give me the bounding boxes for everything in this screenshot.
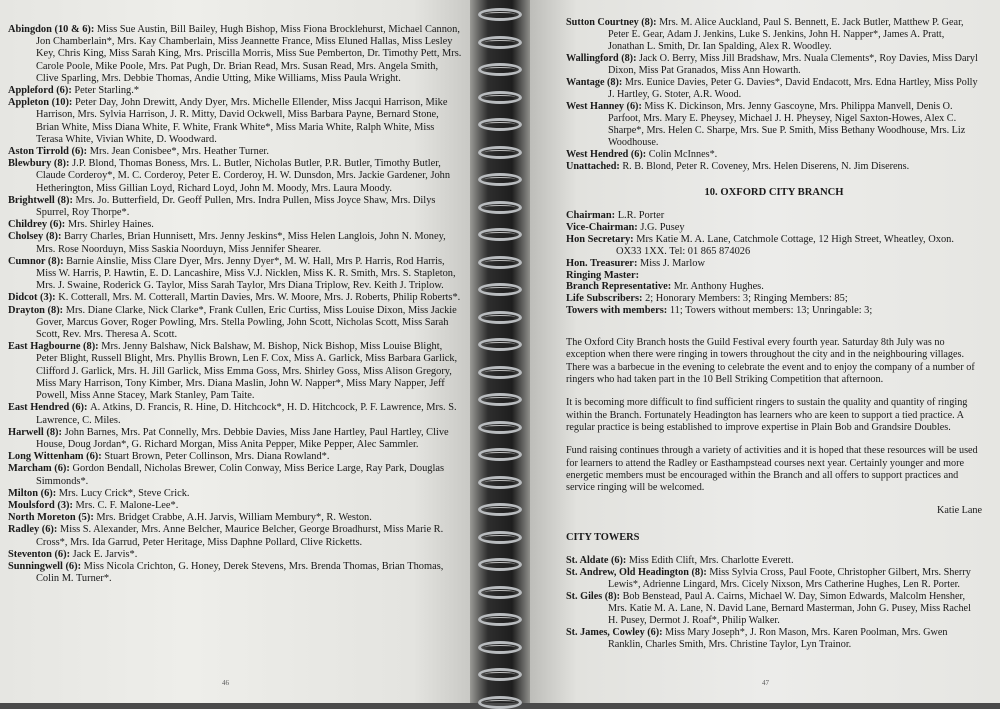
tower-entry: Radley (6): Miss S. Alexander, Mrs. Anne Belcher, Maurice Belcher, George Broadhurst, Miss Marie R. Cross*, Mrs. Ida Garrud, Peter Heritage, Miss Daphne Pollard, Clive Ricketts. <box>8 524 444 548</box>
tower-entry: Appleford (6): Peter Starling.* <box>8 85 140 97</box>
towers-line: Towers with members: 11; Towers without members: 13; Unringable: 3; <box>566 305 873 317</box>
signature: Katie Lane <box>937 505 982 517</box>
tower-entry: Brightwell (8): Mrs. Jo. Butterfield, Dr. Geoff Pullen, Mrs. Indra Pullen, Miss Joyce Shaw, Mrs. Dilys Spurrel, Roy Thorpe*. <box>8 194 436 219</box>
tower-entry: Unattached: R. B. Blond, Peter R. Coveney, Mrs. Helen Diserens, N. Jim Diserens. <box>566 161 910 172</box>
tower-entry: St. Giles (8): Bob Benstead, Paul A. Cairns, Michael W. Day, Simon Edwards, Malcolm Hensher, Mrs. Katie M. A. Lane, N. David Lane, Bernard Masterman, John G. Pusey, Miss Rachel H. Pusey, Dermot J. Roaf*, Philip Walker. <box>566 591 971 627</box>
left-page <box>0 0 470 703</box>
city-towers-heading: CITY TOWERS <box>566 532 640 544</box>
branch-rep-line: Branch Representative: Mr. Anthony Hughes. <box>566 281 764 293</box>
tower-members: Miss Mary Joseph*, J. Ron Mason, Mrs. Karen Poolman, Mrs. Gwen Ranklin, Charles Smith, Mrs. Christine Taylor, Lyn Trainor. <box>608 627 948 651</box>
binding-ring <box>478 503 522 516</box>
tower-members: Jack O. Berry, Miss Jill Bradshaw, Mrs. Nuala Clements*, Roy Davies, Miss Daryl Dixon, Miss Pat Granados, Miss Ann Howarth. <box>608 53 978 76</box>
binding-ring <box>478 8 522 21</box>
tower-entry: West Hanney (6): Miss K. Dickinson, Mrs. Jenny Gascoyne, Mrs. Philippa Manvell, Denis O. Parfoot, Mrs. Mary E. Pheysey, Michael J. H. Pheysey, Nigel Saxton-Howes, Alex C. Sharpe*, Mrs. Helen C. Sharpe, Mrs. Sue P. Smith, Miss Bethany Woodhouse, Mrs. Liz Woodhouse. <box>566 101 966 148</box>
tower-entry: Blewbury (8): J.P. Blond, Thomas Boness, Mrs. L. Butler, Nicholas Butler, P.R. Butler, Timothy Butler, Claude Corderoy*, M. C. Corderoy, Peter E. Corderoy, H. W. Dunsdon, Mrs. Jackie Gardener, John Hetherington, Miss Gillian Loyd, Richard Loyd, John M. Moody, Mrs. Laura Moody. <box>8 158 451 194</box>
tower-members: Mrs. M. Alice Auckland, Paul S. Bennett, E. Jack Butler, Matthew P. Gear, Peter E. Gear, Adam J. Jenkins, Luke S. Jenkins, John H. Napper*, James A. Pratt, Jonathan L. Smith, Dr. Ian Spalding, Alex R. Woodley. <box>608 17 964 52</box>
tower-name: Appleford (6) <box>8 85 69 97</box>
left-tower-list <box>8 24 462 585</box>
tower-entry: Childrey (6): Mrs. Shirley Haines. <box>8 219 154 231</box>
tower-name: Sutton Courtney (8) <box>566 17 654 28</box>
tower-entry: East Hagbourne (8): Mrs. Jenny Balshaw, Nick Balshaw, M. Bishop, Nick Bishop, Miss Louise Blight, Peter Blight, Russell Blight, Mrs. Phyllis Brown, Len F. Cox, Miss A. Garlick, Miss Barbara Garlick, Clifford J. Garlick, Mrs. H. Jill Garlick, Miss Emma Goss, Mrs. Shirley Goss, Miss Alison Gregory, Miss Mary Harrison, Tony Kimber, Mrs. Diana Maslin, John W. Napper*, Miss Mary Napper, Jeff Powell, Miss Anne Stacey, Mark Stanley, Pam Taite. <box>8 341 458 402</box>
tower-name: Aston Tirrold (6) <box>8 146 84 158</box>
binding-ring <box>478 256 522 269</box>
tower-name: St. Aldate (6) <box>566 555 623 567</box>
paragraph-ringers: It is becoming more difficult to find sufficient ringers to sustain the quality and quantity of ringing within the Branch. Fortunately Headington has learners who are keen to support a tied practice. A regular practice is being established to improve expertise in Plain Bob and Grandsire Doubles. <box>566 397 968 433</box>
binding-ring <box>478 228 522 241</box>
tower-name: Wantage (8) <box>566 77 619 88</box>
binding-ring <box>478 613 522 626</box>
binding-ring <box>478 283 522 296</box>
tower-name: Blewbury (8) <box>8 158 67 170</box>
tower-members: Peter Day, John Drewitt, Andy Dyer, Mrs. Michelle Ellender, Miss Jacqui Harrison, Mike Harrison, Mrs. Sylvia Harrison, J. R. Mitty, David Ockwell, Miss Barbara Payne, Bernard Stone, Brian White, Miss Diana White, F. White, Frank White*, Miss Maria White, Ralph White, Miss Terasa White, Vivian White, D. Woodward. <box>36 97 448 145</box>
tower-name: Milton (6) <box>8 487 53 499</box>
tower-name: West Hendred (6) <box>566 149 643 160</box>
tower-entry: Didcot (3): K. Cotterall, Mrs. M. Cotterall, Martin Davies, Mrs. W. Moore, Mrs. J. Roberts, Philip Roberts*. <box>8 292 461 304</box>
tower-entry: St. Andrew, Old Headington (8): Miss Sylvia Cross, Paul Foote, Christopher Gilbert, Mrs. Sherry Lewis*, Adrienne Lingard, Mrs. Cicely Nixson, Mrs Catherine Hughes, Len R. Porter. <box>566 567 971 591</box>
tower-entry: Steventon (6): Jack E. Jarvis*. <box>8 548 138 560</box>
binding-ring <box>478 586 522 599</box>
tower-entry: St. James, Cowley (6): Miss Mary Joseph*, J. Ron Mason, Mrs. Karen Poolman, Mrs. Gwen Ranklin, Charles Smith, Mrs. Christine Taylor, Lyn Trainor. <box>566 627 948 651</box>
vice-chairman-line: Vice-Chairman: J.G. Pusey <box>566 221 685 233</box>
tower-members: Peter Starling.* <box>74 85 140 97</box>
tower-entry: Milton (6): Mrs. Lucy Crick*, Steve Crick. <box>8 487 190 499</box>
city-tower-list <box>566 555 982 651</box>
page-number-right: 47 <box>762 679 769 687</box>
tower-members: Mrs. Bridget Crabbe, A.H. Jarvis, William Membury*, R. Weston. <box>96 512 372 524</box>
tower-members: Miss Nicola Crichton, G. Honey, Derek Stevens, Mrs. Brenda Thomas, Brian Thomas, Colin M. Turner*. <box>36 560 444 585</box>
tower-members: Mrs. Jenny Balshaw, Nick Balshaw, M. Bishop, Nick Bishop, Miss Louise Blight, Peter Blight, Russell Blight, Mrs. Phyllis Brown, Len F. Cox, Miss A. Garlick, Miss Barbara Garlick, Clifford J. Garlick, Mrs. H. Jill Garlick, Miss Emma Goss, Mrs. Shirley Goss, Miss Alison Gregory, Miss Mary Harrison, Tony Kimber, Mrs. Diana Maslin, John W. Napper*, Miss Mary Napper, Jeff Powell, Miss Anne Stacey, Mark Stanley, Pam Taite. <box>36 341 458 402</box>
tower-members: Barry Charles, Brian Hunnisett, Mrs. Jenny Jeskins*, Miss Helen Langlois, John N. Money, Mrs. Rose Noorduyn, Miss Saskia Noorduyn, Miss Jennifer Shearer. <box>36 231 446 255</box>
page-number-left: 46 <box>222 679 229 687</box>
tower-name: Drayton (8) <box>8 304 60 316</box>
section-title: 10. OXFORD CITY BRANCH <box>704 187 844 198</box>
binding-ring <box>478 476 522 489</box>
tower-entry: Sutton Courtney (8): Mrs. M. Alice Auckland, Paul S. Bennett, E. Jack Butler, Matthew P. Gear, Peter E. Gear, Adam J. Jenkins, Luke S. Jenkins, John H. Napper*, James A. Pratt, Jonathan L. Smith, Dr. Ian Spalding, Alex R. Woodley. <box>566 17 964 52</box>
tower-entry: Long Wittenham (6): Stuart Brown, Peter Collinson, Mrs. Diana Rowland*. <box>8 451 330 463</box>
tower-members: A. Atkins, D. Francis, R. Hine, D. Hitchcock*, H. D. Hitchcock, P. F. Lawrence, Mrs. S. Lawrence, C. Miles. <box>36 402 457 426</box>
tower-name: Unattached <box>566 161 617 172</box>
tower-members: Mrs. Jean Conisbee*, Mrs. Heather Turner. <box>89 146 269 158</box>
right-page <box>530 0 1000 703</box>
binding-ring <box>478 338 522 351</box>
tower-entry: St. Aldate (6): Miss Edith Clift, Mrs. Charlotte Everett. <box>566 555 794 567</box>
tower-name: Long Wittenham (6) <box>8 451 99 463</box>
binding-ring <box>478 311 522 324</box>
hon-treasurer-line: Hon. Treasurer: Miss J. Marlow <box>566 257 705 269</box>
tower-name: Wallingford (8) <box>566 53 634 64</box>
tower-members: Mrs. Diane Clarke, Nick Clarke*, Frank Cullen, Eric Curtiss, Miss Louise Dixon, Miss Jackie Gover, Marcus Gover, Roger Powling, Mrs. Stella Powling, John Scott, Nicholas Scott, Miss Sarah Scott, Rev. Mrs. Theresa A. Scott. <box>36 304 457 341</box>
tower-members: R. B. Blond, Peter R. Coveney, Mrs. Helen Diserens, N. Jim Diserens. <box>622 161 910 172</box>
binding-ring <box>478 668 522 681</box>
tower-name: St. Giles (8) <box>566 591 617 603</box>
tower-name: St. Andrew, Old Headington (8) <box>566 567 704 579</box>
tower-name: Harwell (8) <box>8 426 59 438</box>
tower-members: Bob Benstead, Paul A. Cairns, Michael W. Day, Simon Edwards, Malcolm Hensher, Mrs. Katie M. A. Lane, N. David Lane, Bernard Masterman, John G. Pusey, Miss Rachel H. Pusey, Dermot J. Roaf*, Philip Walker. <box>608 591 971 627</box>
tower-entry: Abingdon (10 & 6): Miss Sue Austin, Bill Bailey, Hugh Bishop, Miss Fiona Brocklehurst, Michael Cannon, Jon Chamberlain*, Mrs. Kay Chamberlain, Miss Jeannette France, Miss Eluned Hallas, Miss Lesley Key, Chris King, Miss Sarah King, Mrs. Priscilla Morris, Miss Sue Pemberton, Dr. Timothy Pett, Mrs. Carole Poole, Mike Poole, Mrs. Pat Pugh, Dr. Brian Read, Mrs. Susan Read, Mrs. Angela Smith, Clive Sparling, Mrs. Debbie Thomas, Andie Utting, Mike Williams, Miss Paula Wright. <box>8 24 462 84</box>
tower-entry: East Hendred (6): A. Atkins, D. Francis, R. Hine, D. Hitchcock*, H. D. Hitchcock, P. F. Lawrence, Mrs. S. Lawrence, C. Miles. <box>8 402 457 426</box>
tower-name: St. James, Cowley (6) <box>566 627 660 639</box>
branch-officers <box>566 210 982 317</box>
tower-members: John Barnes, Mrs. Pat Connelly, Mrs. Debbie Davies, Miss Jane Hartley, Paul Hartley, Clive House, Doug Jordan*, G. Richard Morgan, Miss Anita Pepper, Mike Pepper, Alec Sammler. <box>36 426 449 450</box>
tower-members: Gordon Bendall, Nicholas Brewer, Colin Conway, Miss Berice Large, Ray Park, Douglas Simmonds*. <box>36 463 445 487</box>
tower-name: Didcot (3) <box>8 292 53 304</box>
tower-members: Colin McInnes*. <box>648 149 718 160</box>
binding-ring <box>478 531 522 544</box>
tower-name: Childrey (6) <box>8 219 62 231</box>
ringing-master-line: Ringing Master: <box>566 269 640 281</box>
binding-ring <box>478 36 522 49</box>
tower-name: East Hendred (6) <box>8 402 85 414</box>
tower-members: Mrs. Lucy Crick*, Steve Crick. <box>58 487 190 499</box>
tower-members: Barnie Ainslie, Miss Clare Dyer, Mrs. Jenny Dyer*, M. W. Hall, Mrs P. Harris, Rod Harris, Miss W. Harris, P. Hawtin, E. D. Lancashire, Miss V.J. Nicklen, Miss K. R. Smith, Mrs. S. Stapleton, Mrs. J. Swaine, Roderick G. Taylor, Miss Sarah Taylor, Mrs Diana Triplow, Rev. Keith J. Triplow. <box>36 255 456 292</box>
tower-members: Miss Edith Clift, Mrs. Charlotte Everett. <box>628 555 794 567</box>
tower-members: Mrs. C. F. Malone-Lee*. <box>75 499 179 511</box>
tower-name: West Hanney (6) <box>566 101 639 112</box>
tower-name: Brightwell (8) <box>8 194 70 206</box>
tower-members: K. Cotterall, Mrs. M. Cotterall, Martin Davies, Mrs. W. Moore, Mrs. J. Roberts, Philip Roberts*. <box>58 292 461 304</box>
tower-name: North Moreton (5) <box>8 512 91 524</box>
tower-name: East Hagbourne (8) <box>8 341 96 353</box>
tower-name: Sunningwell (6) <box>8 560 78 572</box>
tower-members: Stuart Brown, Peter Collinson, Mrs. Diana Rowland*. <box>104 451 330 463</box>
paragraph-festival: The Oxford City Branch hosts the Guild Festival every fourth year. Saturday 8th July was no exception when there were ringing in towers throughout the city and in the neighbouring villages. There was a barbecue in the evening to celebrate the event and to enjoy the company of a number of ringers who had taken part in the 10 Bell Striking Competition that afternoon. <box>566 337 975 386</box>
binding-ring <box>478 91 522 104</box>
tower-members: Mrs. Eunice Davies, Peter G. Davies*, David Endacott, Mrs. Edna Hartley, Miss Polly J. Hartley, G. Stoter, A.R. Wood. <box>608 77 978 100</box>
tower-entry: Harwell (8): John Barnes, Mrs. Pat Connelly, Mrs. Debbie Davies, Miss Jane Hartley, Paul Hartley, Clive House, Doug Jordan*, G. Richard Morgan, Miss Anita Pepper, Mike Pepper, Alec Sammler. <box>8 426 449 450</box>
paragraph-fundraising: Fund raising continues through a variety of activities and it is hoped that these resources will be used for learners to attend the Radley or Easthampstead courses next year. Certainly younger and more energetic members must be encouraged within the Branch and all offers to support practices and service ringing will be welcomed. <box>566 445 978 494</box>
tower-entry: Wallingford (8): Jack O. Berry, Miss Jill Bradshaw, Mrs. Nuala Clements*, Roy Davies, Miss Daryl Dixon, Miss Pat Granados, Miss Ann Howarth. <box>566 53 978 76</box>
binding-ring <box>478 558 522 571</box>
tower-members: Miss K. Dickinson, Mrs. Jenny Gascoyne, Mrs. Philippa Manvell, Denis O. Parfoot, Mrs. Mary E. Pheysey, Michael J. H. Pheysey, Nigel Saxton-Howes, Alex C. Sharpe*, Mrs. Helen C. Sharpe, Mrs. Sue P. Smith, Miss Bethany Woodhouse, Mrs. Liz Woodhouse. <box>608 101 966 148</box>
tower-members: Jack E. Jarvis*. <box>72 548 138 560</box>
tower-members: Mrs. Jo. Butterfield, Dr. Geoff Pullen, Mrs. Indra Pullen, Miss Joyce Shaw, Mrs. Dilys Spurrel, Roy Thorpe*. <box>36 194 436 219</box>
hon-secretary-line: Hon Secretary: Mrs Katie M. A. Lane, Catchmole Cottage, 12 High Street, Wheatley, Oxon. <box>566 233 954 245</box>
tower-entry: Wantage (8): Mrs. Eunice Davies, Peter G. Davies*, David Endacott, Mrs. Edna Hartley, Miss Polly J. Hartley, G. Stoter, A.R. Wood. <box>566 77 978 100</box>
right-tower-list <box>566 17 982 173</box>
tower-members: Miss S. Alexander, Mrs. Anne Belcher, Maurice Belcher, George Broadhurst, Miss Marie R. Cross*, Mrs. Ida Garrud, Peter Heritage, Miss Daphne Pollard, Clive Ricketts. <box>36 524 444 548</box>
tower-name: Radley (6) <box>8 524 54 536</box>
tower-members: Miss Sylvia Cross, Paul Foote, Christopher Gilbert, Mrs. Sherry Lewis*, Adrienne Lingard, Mrs. Cicely Nixson, Mrs Catherine Hughes, Len R. Porter. <box>608 567 971 591</box>
tower-name: Abingdon (10 & 6) <box>8 24 91 35</box>
tower-entry: Drayton (8): Mrs. Diane Clarke, Nick Clarke*, Frank Cullen, Eric Curtiss, Miss Louise Dixon, Miss Jackie Gover, Marcus Gover, Roger Powling, Mrs. Stella Powling, John Scott, Nicholas Scott, Miss Sarah Scott, Rev. Mrs. Theresa A. Scott. <box>8 304 457 341</box>
tower-name: Cholsey (8) <box>8 231 58 243</box>
tower-members: Mrs. Shirley Haines. <box>67 219 154 231</box>
binding-ring <box>478 201 522 214</box>
hon-secretary-address: OX33 1XX. Tel: 01 865 874026 <box>616 245 751 257</box>
binding-ring <box>478 118 522 131</box>
binding-ring <box>478 63 522 76</box>
binding-ring <box>478 448 522 461</box>
life-subscribers-line: Life Subscribers: 2; Honorary Members: 3; Ringing Members: 85; <box>566 293 848 305</box>
tower-name: Cumnor (8) <box>8 255 61 267</box>
binding-ring <box>478 421 522 434</box>
binding-ring <box>478 366 522 379</box>
chairman-line: Chairman: L.R. Porter <box>566 210 665 221</box>
tower-entry: Cumnor (8): Barnie Ainslie, Miss Clare Dyer, Mrs. Jenny Dyer*, M. W. Hall, Mrs P. Harris, Rod Harris, Miss W. Harris, P. Hawtin, E. D. Lancashire, Miss V.J. Nicklen, Miss K. R. Smith, Mrs. S. Stapleton, Mrs. J. Swaine, Roderick G. Taylor, Miss Sarah Taylor, Mrs Diana Triplow, Rev. Keith J. Triplow. <box>8 255 456 292</box>
tower-entry: Aston Tirrold (6): Mrs. Jean Conisbee*, Mrs. Heather Turner. <box>8 146 269 158</box>
binding-ring <box>478 146 522 159</box>
tower-members: J.P. Blond, Thomas Boness, Mrs. L. Butler, Nicholas Butler, P.R. Butler, Timothy Butler, Claude Corderoy*, M. C. Corderoy, Peter E. Corderoy, H. W. Dunsdon, Mrs. Jackie Gardener, John Hetherington, Miss Gillian Loyd, Richard Loyd, John M. Moody, Mrs. Laura Moody. <box>36 158 451 194</box>
tower-entry: Sunningwell (6): Miss Nicola Crichton, G. Honey, Derek Stevens, Mrs. Brenda Thomas, Brian Thomas, Colin M. Turner*. <box>8 560 444 585</box>
tower-entry: Appleton (10): Peter Day, John Drewitt, Andy Dyer, Mrs. Michelle Ellender, Miss Jacqui Harrison, Mike Harrison, Mrs. Sylvia Harrison, J. R. Mitty, David Ockwell, Miss Barbara Payne, Bernard Stone, Brian White, Miss Diana White, F. White, Frank White*, Miss Maria White, Ralph White, Miss Terasa White, Vivian White, D. Woodward. <box>8 97 448 145</box>
tower-name: Marcham (6) <box>8 463 67 475</box>
tower-name: Steventon (6) <box>8 548 67 560</box>
tower-entry: North Moreton (5): Mrs. Bridget Crabbe, A.H. Jarvis, William Membury*, R. Weston. <box>8 512 372 524</box>
tower-entry: Cholsey (8): Barry Charles, Brian Hunnisett, Mrs. Jenny Jeskins*, Miss Helen Langlois, John N. Money, Mrs. Rose Noorduyn, Miss Saskia Noorduyn, Miss Jennifer Shearer. <box>8 231 446 255</box>
tower-entry: Moulsford (3): Mrs. C. F. Malone-Lee*. <box>8 499 179 511</box>
binding-ring <box>478 173 522 186</box>
binding-ring <box>478 696 522 709</box>
binding-ring <box>478 393 522 406</box>
tower-entry: West Hendred (6): Colin McInnes*. <box>566 149 718 160</box>
tower-name: Moulsford (3) <box>8 499 70 511</box>
tower-members: Miss Sue Austin, Bill Bailey, Hugh Bishop, Miss Fiona Brocklehurst, Michael Cannon, Jon Chamberlain*, Mrs. Kay Chamberlain, Miss Jeannette France, Miss Eluned Hallas, Miss Lesley Key, Chris King, Miss Sarah King, Mrs. Priscilla Morris, Miss Sue Pemberton, Dr. Timothy Pett, Mrs. Carole Poole, Mike Poole, Mrs. Pat Pugh, Dr. Brian Read, Mrs. Susan Read, Mrs. Angela Smith, Clive Sparling, Mrs. Debbie Thomas, Andie Utting, Mike Williams, Miss Paula Wright. <box>36 24 462 84</box>
tower-entry: Marcham (6): Gordon Bendall, Nicholas Brewer, Colin Conway, Miss Berice Large, Ray Park, Douglas Simmonds*. <box>8 463 445 487</box>
tower-name: Appleton (10) <box>8 97 69 109</box>
binding-ring <box>478 641 522 654</box>
